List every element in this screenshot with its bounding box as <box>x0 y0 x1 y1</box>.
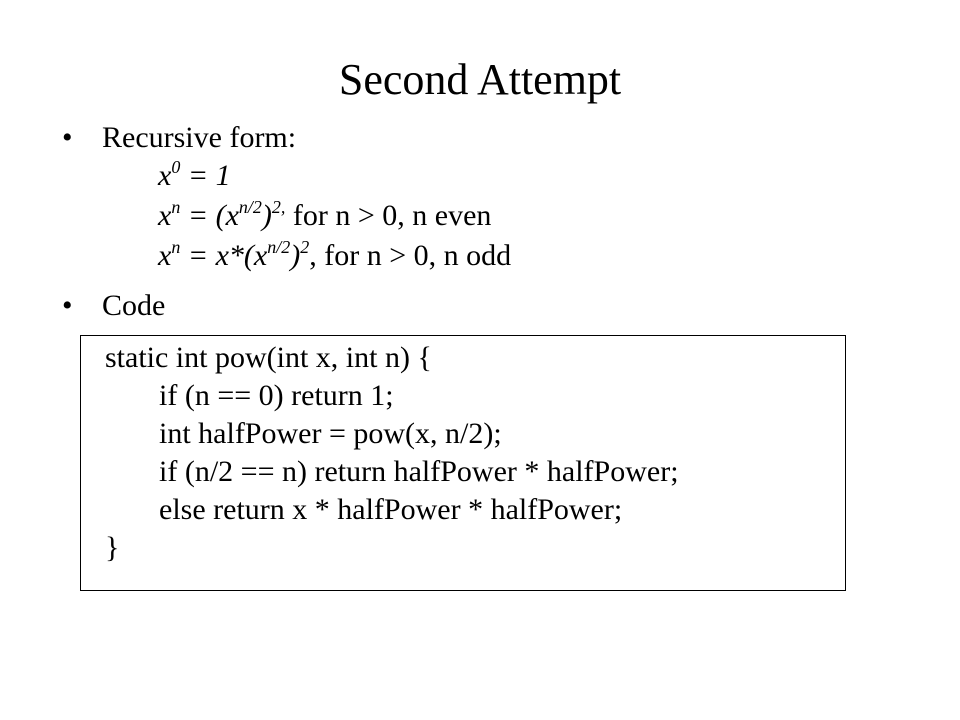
formula-mid: = x*(x <box>180 239 268 272</box>
formula-var: x <box>158 199 172 232</box>
code-line: if (n/2 == n) return halfPower * halfPower; <box>159 455 679 488</box>
bullet-label: Recursive form: <box>102 121 297 154</box>
code-line: if (n == 0) return 1; <box>159 379 394 412</box>
formula-var: x <box>158 239 172 272</box>
formula-rhs: = 1 <box>180 159 231 192</box>
formula-base-case <box>158 158 231 194</box>
formula-exponent: n <box>171 237 181 257</box>
formula-inner-exponent: n/2 <box>238 197 262 217</box>
formula-odd-case <box>158 238 511 274</box>
formula-outer-exponent: 2 <box>300 237 310 257</box>
formula-mid: = (x <box>180 199 239 232</box>
formula-condition: , for n > 0, n odd <box>309 239 512 272</box>
code-line: static int pow(int x, int n) { <box>105 341 432 374</box>
bullet-recursive-form <box>62 120 296 156</box>
formula-var: x <box>158 159 172 192</box>
code-line: } <box>105 531 120 564</box>
formula-close: ) <box>290 239 301 272</box>
formula-even-case <box>158 198 491 234</box>
bullet-dot-icon: • <box>62 121 73 154</box>
formula-exponent: 0 <box>171 157 181 177</box>
bullet-code <box>62 288 165 324</box>
formula-condition: for n > 0, n even <box>285 199 492 232</box>
bullet-dot-icon: • <box>62 289 73 322</box>
code-line: else return x * halfPower * halfPower; <box>159 493 623 526</box>
formula-exponent: n <box>171 197 181 217</box>
code-block <box>80 335 846 591</box>
code-line: int halfPower = pow(x, n/2); <box>159 417 502 450</box>
slide-title: Second Attempt <box>338 55 622 104</box>
formula-outer-exponent: 2, <box>271 197 286 217</box>
formula-inner-exponent: n/2 <box>267 237 291 257</box>
formula-close: ) <box>261 199 272 232</box>
bullet-label: Code <box>102 289 166 322</box>
